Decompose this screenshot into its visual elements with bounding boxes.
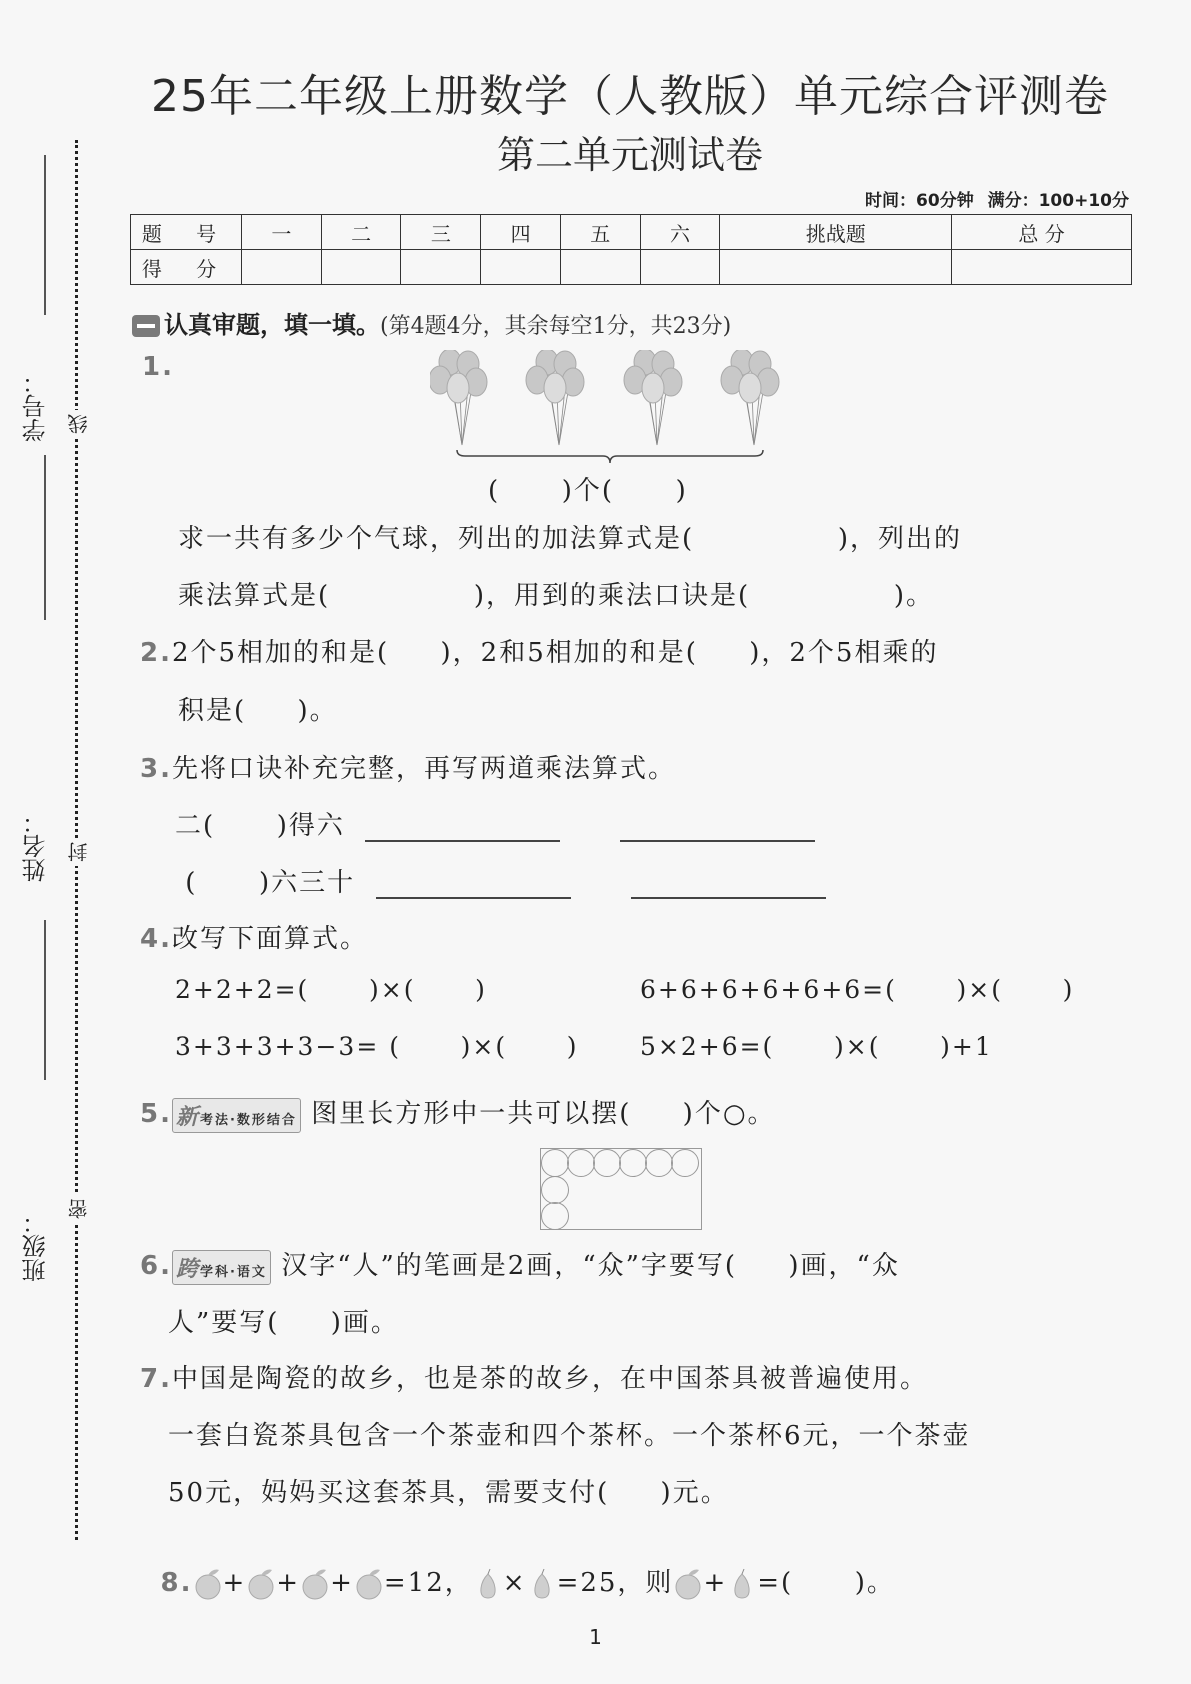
col-6: 六 bbox=[640, 215, 720, 250]
apple-icon bbox=[354, 1568, 384, 1600]
score-table bbox=[130, 214, 1132, 285]
q7-line3: 50元，妈妈买这套茶具，需要支付( )元。 bbox=[168, 1478, 729, 1508]
q1-line1: 求一共有多少个气球，列出的加法算式是( )，列出的 bbox=[178, 524, 962, 554]
q3-row1 bbox=[175, 805, 875, 842]
q4-prompt: 改写下面算式。 bbox=[171, 924, 368, 954]
score-cell[interactable] bbox=[560, 250, 640, 285]
score-cell[interactable] bbox=[321, 250, 401, 285]
circle-icon bbox=[541, 1149, 569, 1177]
q4-item-2: 6+6+6+6+6+6=( )×( ) bbox=[640, 975, 1075, 1004]
q5-tag-text: 考法·数形结合 bbox=[199, 1112, 297, 1128]
circle-icon bbox=[541, 1176, 569, 1204]
circle-icon bbox=[593, 1149, 621, 1177]
circle-icon bbox=[567, 1149, 595, 1177]
q4-item-4: 5×2+6=( )×( )+1 bbox=[640, 1032, 993, 1061]
q4-item-3: 3+3+3+3−3= ( )×( ) bbox=[175, 1032, 579, 1061]
q8-times: × bbox=[502, 1568, 527, 1598]
q3-prompt: 先将口诀补充完整，再写两道乘法算式。 bbox=[171, 754, 676, 784]
q6-line2: 人”要写( )画。 bbox=[168, 1308, 399, 1338]
score-cell[interactable] bbox=[720, 250, 952, 285]
q1-line2: 乘法算式是( )，用到的乘法口诀是( )。 bbox=[178, 581, 934, 611]
page-title: 25年二年级上册数学（人教版）单元综合评测卷 bbox=[151, 71, 1109, 122]
q8-plus: + bbox=[276, 1568, 301, 1598]
score-cell[interactable] bbox=[401, 250, 481, 285]
student-id-line-2 bbox=[44, 455, 46, 620]
apple-icon bbox=[193, 1568, 223, 1600]
section-title: 认真审题，填一填。 bbox=[164, 311, 380, 339]
q6-tag-big: 跨 bbox=[175, 1256, 200, 1282]
pear-icon bbox=[473, 1568, 503, 1600]
q4-item-1: 2+2+2=( )×( ) bbox=[175, 975, 487, 1004]
name-label: 姓名： bbox=[22, 810, 50, 882]
q6-line1: 汉字“人”的笔画是2画，“众”字要写( )画，“众 bbox=[281, 1251, 900, 1281]
score-cell[interactable] bbox=[481, 250, 561, 285]
page-subtitle: 第二单元测试卷 bbox=[496, 133, 763, 177]
q3-answer-blank[interactable] bbox=[620, 839, 815, 842]
q6-tag-text: 学科·语文 bbox=[199, 1264, 267, 1280]
q8-eq1: =12， bbox=[383, 1568, 473, 1598]
q2-line1: 2个5相加的和是( )，2和5相加的和是( )，2个5相乘的 bbox=[171, 638, 939, 668]
q8-plus: + bbox=[330, 1568, 354, 1598]
q2-line2: 积是( )。 bbox=[178, 696, 338, 726]
q5-row bbox=[140, 1093, 776, 1133]
circle-icon bbox=[671, 1149, 699, 1177]
col-1: 一 bbox=[242, 215, 322, 250]
q6-row bbox=[140, 1245, 900, 1285]
seal-mark-seal: 封 bbox=[64, 838, 93, 866]
q3-answer-blank[interactable] bbox=[376, 896, 571, 899]
q5-num: 5. bbox=[140, 1099, 172, 1129]
score-cell[interactable] bbox=[952, 250, 1132, 285]
q8-eq3: =( )。 bbox=[757, 1568, 895, 1598]
q1-number bbox=[142, 352, 174, 382]
q3-num: 3. bbox=[140, 754, 172, 784]
rectangle-circles-diagram bbox=[540, 1148, 702, 1230]
col-4: 四 bbox=[481, 215, 561, 250]
exam-meta: 时间：60分钟 满分：100+10分 bbox=[865, 191, 1129, 211]
q8-plus: + bbox=[222, 1568, 247, 1598]
col-challenge: 挑战题 bbox=[720, 215, 952, 250]
col-5: 五 bbox=[560, 215, 640, 250]
row-header-score: 得 分 bbox=[131, 250, 242, 285]
q5-text: 图里长方形中一共可以摆( )个○。 bbox=[311, 1099, 776, 1129]
section-heading bbox=[132, 305, 731, 340]
seal-mark-line: 线 bbox=[64, 410, 93, 438]
q4-num: 4. bbox=[140, 924, 172, 954]
q8-eq2: =25，则 bbox=[556, 1568, 674, 1598]
q1-num: 1. bbox=[142, 352, 174, 382]
q2-num: 2. bbox=[140, 638, 172, 668]
q8-num: 8. bbox=[160, 1568, 193, 1598]
col-3: 三 bbox=[401, 215, 481, 250]
page-number: 1 bbox=[589, 1625, 602, 1649]
score-cell[interactable] bbox=[640, 250, 720, 285]
q7-line2: 一套白瓷茶具包含一个茶壶和四个茶杯。一个茶杯6元，一个茶壶 bbox=[168, 1421, 971, 1451]
pear-icon bbox=[727, 1568, 757, 1600]
section-one-icon bbox=[132, 315, 160, 337]
q3-answer-blank[interactable] bbox=[631, 896, 826, 899]
q1-diagram-caption: ( )个( ) bbox=[488, 476, 688, 506]
q5-tag bbox=[172, 1098, 301, 1133]
apple-icon bbox=[300, 1568, 330, 1600]
class-label: 班级： bbox=[22, 1210, 50, 1282]
pear-icon bbox=[527, 1568, 557, 1600]
apple-icon bbox=[673, 1568, 703, 1600]
col-total: 总 分 bbox=[952, 215, 1132, 250]
circle-icon bbox=[645, 1149, 673, 1177]
name-line bbox=[44, 920, 46, 1080]
score-table-score-row bbox=[131, 250, 1132, 285]
q3-rhyme-1: 二( )得六 bbox=[175, 811, 345, 841]
student-id-line bbox=[44, 155, 46, 315]
circle-icon bbox=[541, 1202, 569, 1230]
q4-prompt-row bbox=[140, 918, 368, 955]
seal-mark-secret: 密 bbox=[64, 1195, 93, 1223]
q3-prompt-row bbox=[140, 748, 676, 785]
score-cell[interactable] bbox=[242, 250, 322, 285]
q3-row2 bbox=[175, 862, 886, 899]
curly-brace-icon bbox=[455, 448, 765, 464]
q6-tag bbox=[172, 1250, 271, 1285]
q7-num: 7. bbox=[140, 1364, 172, 1394]
score-table-header-row bbox=[131, 215, 1132, 250]
student-id-label: 学号： bbox=[22, 370, 50, 442]
circle-icon bbox=[619, 1149, 647, 1177]
q6-num: 6. bbox=[140, 1251, 172, 1281]
col-2: 二 bbox=[321, 215, 401, 250]
section-note: (第4题4分，其余每空1分，共23分) bbox=[380, 314, 732, 339]
q8-plus: + bbox=[703, 1568, 728, 1598]
q5-tag-big: 新 bbox=[175, 1104, 200, 1130]
q3-answer-blank[interactable] bbox=[365, 839, 560, 842]
q8-row bbox=[140, 1532, 895, 1600]
q7-line1: 中国是陶瓷的故乡，也是茶的故乡，在中国茶具被普遍使用。 bbox=[171, 1364, 928, 1394]
apple-icon bbox=[246, 1568, 276, 1600]
balloon-bunches-icon bbox=[430, 350, 810, 460]
q3-rhyme-2: ( )六三十 bbox=[175, 868, 356, 898]
q7-line1-row bbox=[140, 1358, 928, 1395]
row-header-question: 题 号 bbox=[131, 215, 242, 250]
q2-line1-row bbox=[140, 632, 938, 669]
